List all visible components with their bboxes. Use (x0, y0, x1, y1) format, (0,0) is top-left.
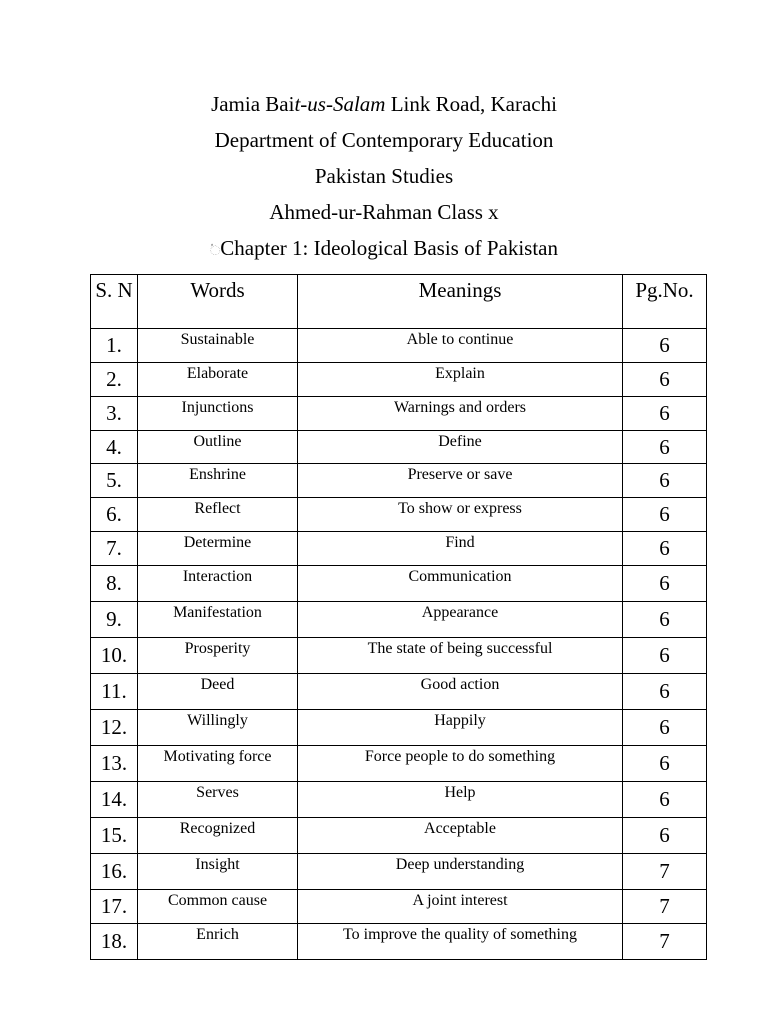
page-number-cell: 6 (623, 782, 707, 818)
word-cell: Reflect (138, 498, 298, 532)
meaning-cell: Explain (298, 363, 623, 397)
word-cell: Insight (138, 854, 298, 890)
institution-name-end: Link Road, Karachi (385, 92, 557, 116)
institution-name-italic: t-us-Salam (294, 92, 386, 116)
meaning-cell: Happily (298, 710, 623, 746)
page-number-cell: 7 (623, 924, 707, 960)
table-row (91, 746, 707, 782)
meaning-cell: The state of being successful (298, 638, 623, 674)
meaning-cell: Able to continue (298, 329, 623, 363)
word-cell: Prosperity (138, 638, 298, 674)
table-row (91, 431, 707, 464)
row-number: 2. (91, 363, 138, 397)
word-cell: Injunctions (138, 397, 298, 431)
table-row (91, 782, 707, 818)
table-row (91, 710, 707, 746)
row-number: 8. (91, 566, 138, 602)
chapter-title-line (0, 230, 768, 266)
word-cell: Serves (138, 782, 298, 818)
page-number-cell: 6 (623, 532, 707, 566)
table-row (91, 924, 707, 960)
class-title: Ahmed-ur-Rahman Class x (269, 200, 499, 224)
meaning-cell: Good action (298, 674, 623, 710)
page-number-cell: 7 (623, 890, 707, 924)
page-number-cell: 6 (623, 602, 707, 638)
meaning-cell: Help (298, 782, 623, 818)
word-cell: Willingly (138, 710, 298, 746)
page-number-cell: 6 (623, 363, 707, 397)
page-number-cell: 6 (623, 710, 707, 746)
row-number: 12. (91, 710, 138, 746)
word-cell: Enrich (138, 924, 298, 960)
meaning-cell: Deep understanding (298, 854, 623, 890)
word-cell: Recognized (138, 818, 298, 854)
row-number: 18. (91, 924, 138, 960)
word-cell: Determine (138, 532, 298, 566)
table-row (91, 329, 707, 363)
row-number: 17. (91, 890, 138, 924)
table-row (91, 464, 707, 498)
table-row (91, 638, 707, 674)
table-row (91, 818, 707, 854)
word-cell: Outline (138, 431, 298, 464)
chapter-mark: ◌ؙ (210, 243, 221, 258)
table-row (91, 498, 707, 532)
row-number: 16. (91, 854, 138, 890)
meaning-cell: Warnings and orders (298, 397, 623, 431)
row-number: 5. (91, 464, 138, 498)
subject-title: Pakistan Studies (314, 164, 454, 188)
page-number-cell: 6 (623, 638, 707, 674)
row-number: 15. (91, 818, 138, 854)
page-number-cell: 6 (623, 431, 707, 464)
meaning-cell: Define (298, 431, 623, 464)
column-header-meanings: Meanings (298, 275, 623, 329)
column-header-words: Words (138, 275, 298, 329)
meaning-cell: To show or express (298, 498, 623, 532)
table-row (91, 566, 707, 602)
word-cell: Elaborate (138, 363, 298, 397)
row-number: 6. (91, 498, 138, 532)
meaning-cell: Acceptable (298, 818, 623, 854)
chapter-title: Chapter 1: Ideological Basis of Pakistan (220, 236, 558, 260)
word-cell: Enshrine (138, 464, 298, 498)
meaning-cell: A joint interest (298, 890, 623, 924)
page-number-cell: 6 (623, 498, 707, 532)
institution-title (0, 86, 768, 122)
row-number: 13. (91, 746, 138, 782)
column-header-pg: Pg.No. (623, 275, 707, 329)
table-row (91, 854, 707, 890)
table-row (91, 602, 707, 638)
word-cell: Manifestation (138, 602, 298, 638)
document-header (0, 86, 768, 266)
table-row (91, 397, 707, 431)
word-cell: Deed (138, 674, 298, 710)
meaning-cell: Find (298, 532, 623, 566)
meaning-cell: Force people to do something (298, 746, 623, 782)
meaning-cell: Preserve or save (298, 464, 623, 498)
word-cell: Interaction (138, 566, 298, 602)
word-cell: Common cause (138, 890, 298, 924)
table-row (91, 532, 707, 566)
page-number-cell: 6 (623, 464, 707, 498)
row-number: 9. (91, 602, 138, 638)
page-number-cell: 6 (623, 397, 707, 431)
word-cell: Motivating force (138, 746, 298, 782)
page-number-cell: 6 (623, 674, 707, 710)
department-title: Department of Contemporary Education (214, 128, 554, 152)
column-header-sn: S. N (91, 275, 138, 329)
row-number: 7. (91, 532, 138, 566)
row-number: 4. (91, 431, 138, 464)
page-number-cell: 7 (623, 854, 707, 890)
row-number: 11. (91, 674, 138, 710)
row-number: 1. (91, 329, 138, 363)
row-number: 10. (91, 638, 138, 674)
vocabulary-table (90, 274, 707, 960)
table-row (91, 890, 707, 924)
table-header-row (91, 275, 707, 329)
row-number: 3. (91, 397, 138, 431)
institution-name-start: Jamia Bai (211, 92, 295, 116)
row-number: 14. (91, 782, 138, 818)
table-row (91, 363, 707, 397)
page-number-cell: 6 (623, 818, 707, 854)
table-body (91, 329, 707, 960)
meaning-cell: To improve the quality of something (298, 924, 623, 960)
meaning-cell: Communication (298, 566, 623, 602)
page-number-cell: 6 (623, 746, 707, 782)
page-number-cell: 6 (623, 329, 707, 363)
table-row (91, 674, 707, 710)
word-cell: Sustainable (138, 329, 298, 363)
meaning-cell: Appearance (298, 602, 623, 638)
page-number-cell: 6 (623, 566, 707, 602)
